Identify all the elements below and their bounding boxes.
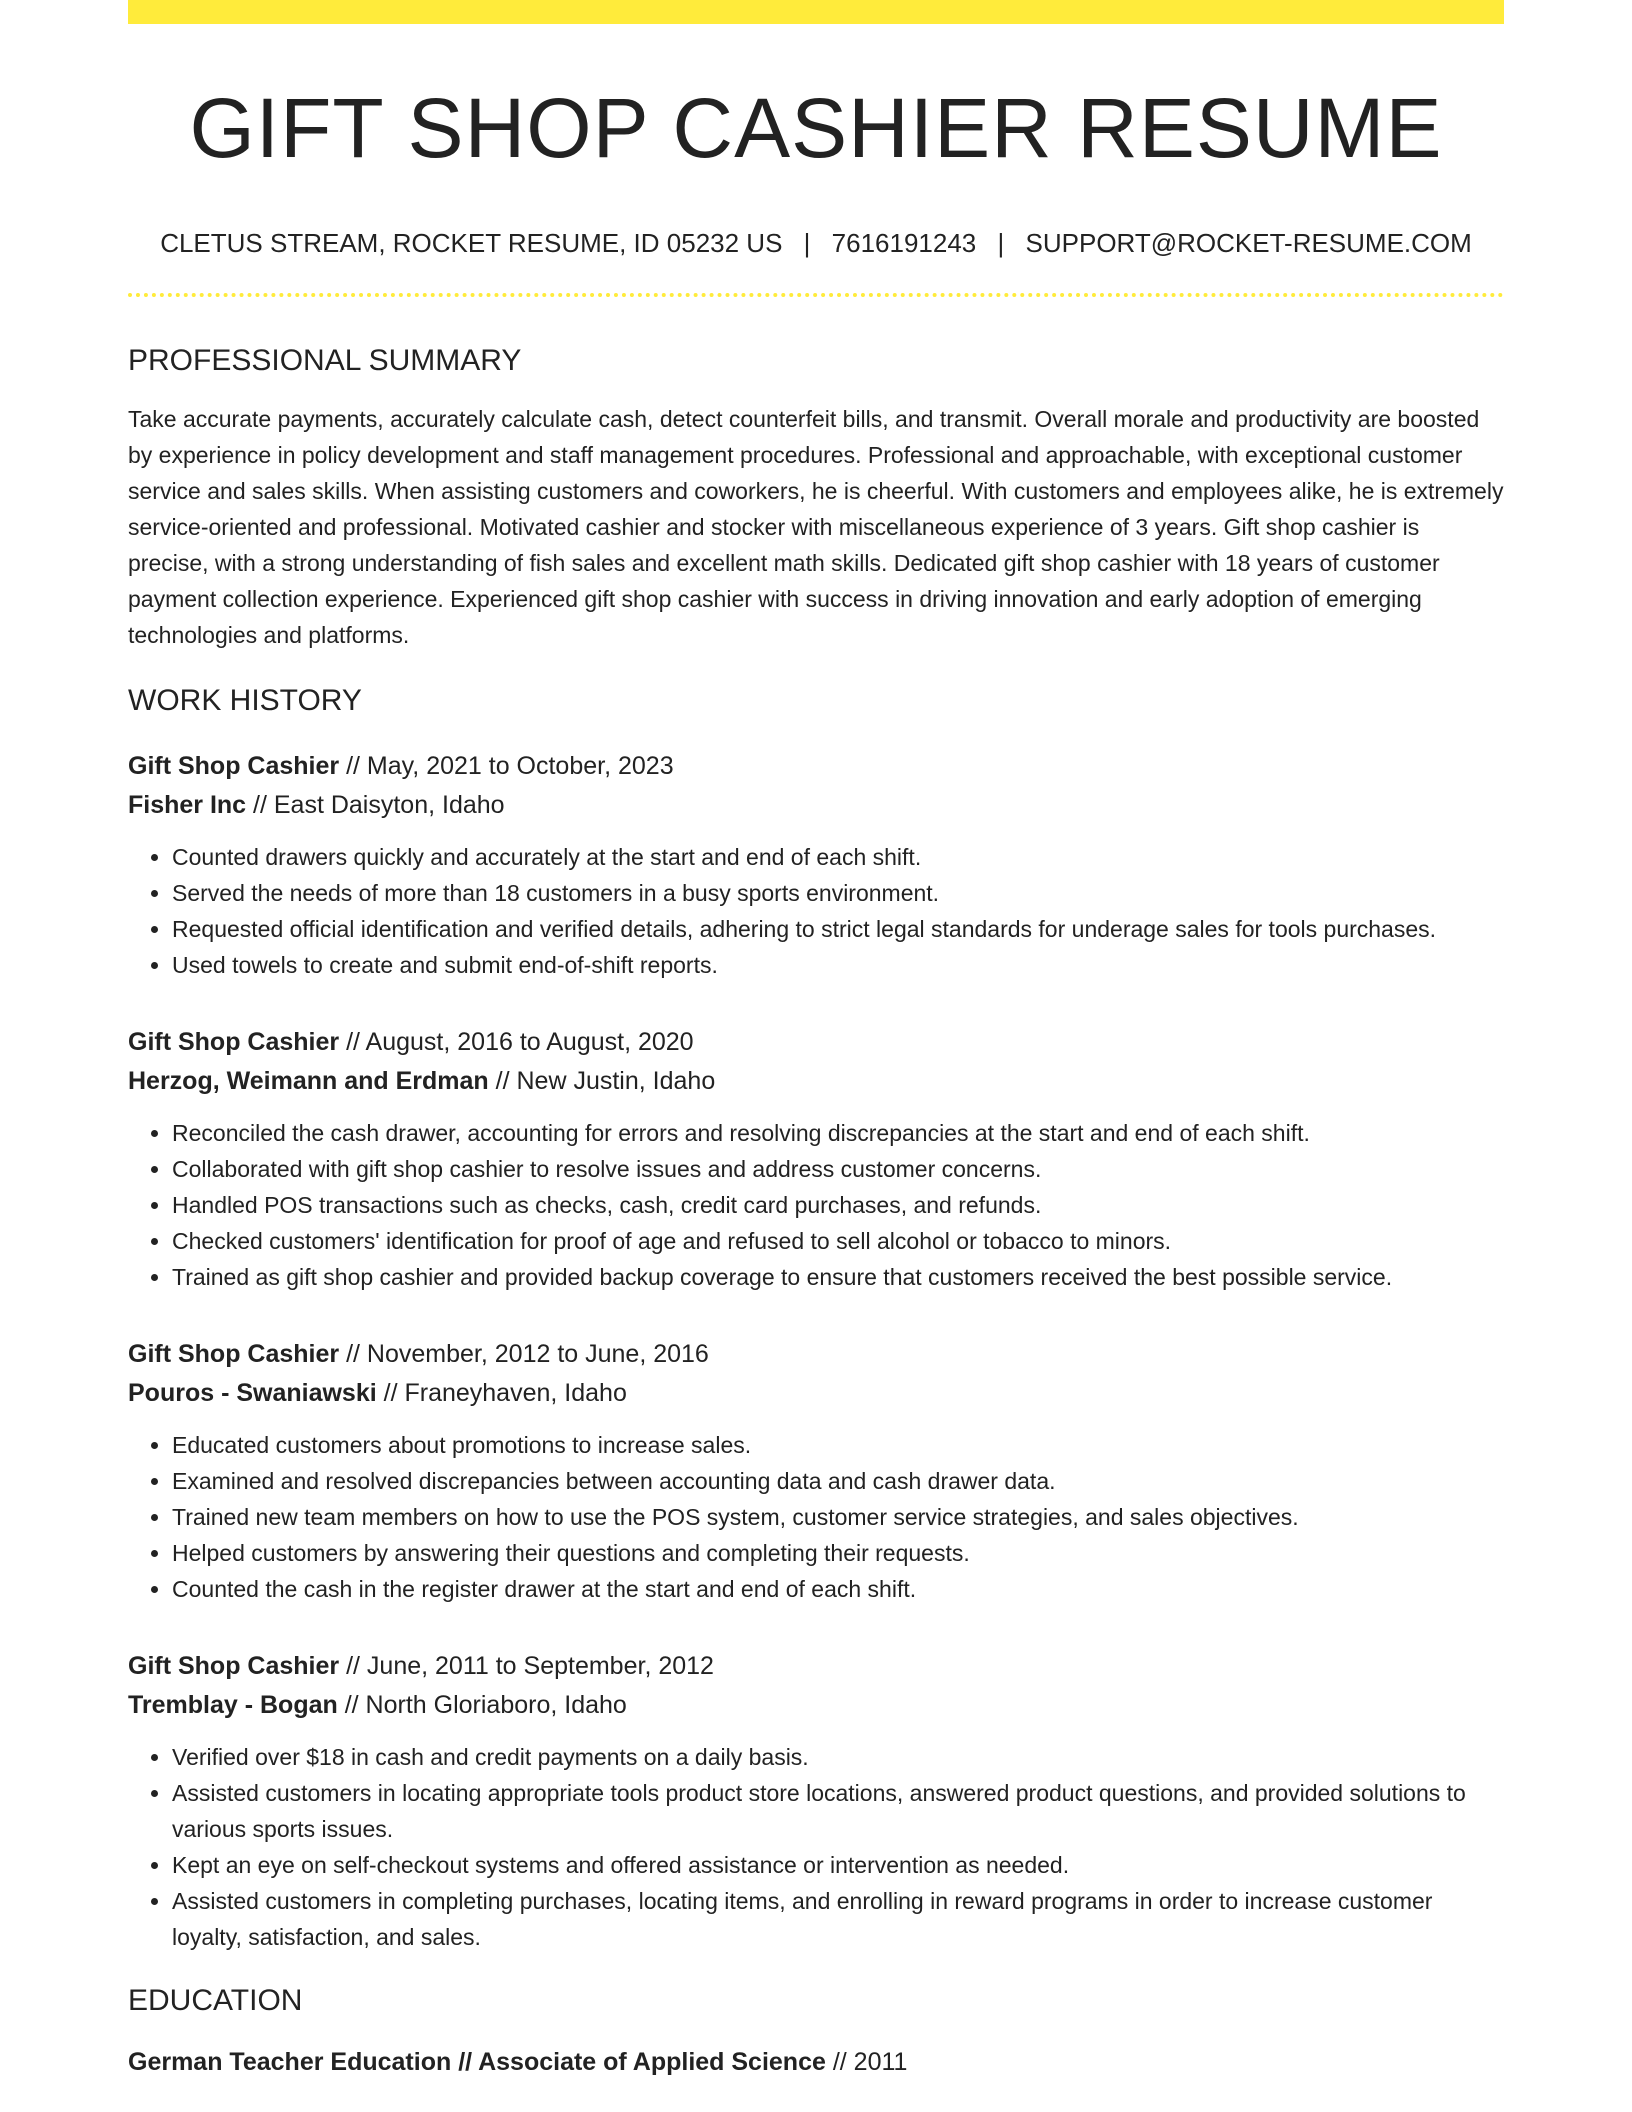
job-title-line [128, 1647, 1504, 1686]
resume-page [128, 0, 1504, 2082]
job-company-line [128, 1062, 1504, 1101]
section-heading-education: EDUCATION [128, 1984, 303, 2018]
job-dates: // August, 2016 to August, 2020 [339, 1028, 694, 1057]
job-title: Gift Shop Cashier [128, 752, 340, 781]
job-bullet: • Used towels to create and submit end-of-shift reports. [172, 947, 1504, 983]
professional-summary-section [128, 343, 1504, 653]
dotted-divider [128, 293, 1504, 297]
job-bullet: • Counted the cash in the register drawer at the start and end of each shift. [172, 1571, 1504, 1607]
section-heading-work-history: WORK HISTORY [128, 684, 362, 718]
job-bullet-list [128, 1427, 1504, 1607]
contact-email: SUPPORT@ROCKET-RESUME.COM [1025, 228, 1472, 258]
job-company: Fisher Inc [128, 791, 247, 820]
job-bullet: • Helped customers by answering their questions and completing their requests. [172, 1535, 1504, 1571]
resume-title: GIFT SHOP CASHIER RESUME [189, 81, 1443, 175]
job-company-line [128, 1686, 1504, 1725]
job-title: Gift Shop Cashier [128, 1652, 340, 1681]
job-bullet: • Checked customers' identification for proof of age and refused to sell alcohol or tobacco to minors. [172, 1223, 1504, 1259]
job-company: Pouros - Swaniawski [128, 1379, 377, 1408]
job-bullet: • Trained new team members on how to use the POS system, customer service strategies, and sales objectives. [172, 1499, 1504, 1535]
accent-top-bar [128, 0, 1504, 24]
job-title: Gift Shop Cashier [128, 1340, 340, 1369]
job-bullet: • Examined and resolved discrepancies between accounting data and cash drawer data. [172, 1463, 1504, 1499]
job-bullet: • Verified over $18 in cash and credit payments on a daily basis. [172, 1739, 1504, 1775]
job-location: // East Daisyton, Idaho [246, 791, 505, 820]
job-bullet: • Counted drawers quickly and accurately at the start and end of each shift. [172, 839, 1504, 875]
job-bullet: • Educated customers about promotions to increase sales. [172, 1427, 1504, 1463]
job-bullet-list [128, 1115, 1504, 1295]
contact-separator: | [997, 228, 1005, 258]
job-title: Gift Shop Cashier [128, 1028, 340, 1057]
summary-text: Take accurate payments, accurately calculate cash, detect counterfeit bills, and transmit. Overall morale and productivity are boosted by experience in policy development and staff management procedures. Professional and approachable, with exceptional customer service and sales skills. When assisting customers and coworkers, he is cheerful. With customers and employees alike, he is extremely service-oriented and professional. Motivated cashier and stocker with miscellaneous experience of 3 years. Gift shop cashier is precise, with a strong understanding of fish sales and excellent math skills. Dedicated gift shop cashier with 18 years of customer payment collection experience. Experienced gift shop cashier with success in driving innovation and early adoption of emerging technologies and platforms. [128, 406, 1504, 649]
job-title-line [128, 747, 1504, 786]
job-entry [128, 1647, 1504, 1955]
job-entry [128, 1335, 1504, 1607]
education-section [128, 1983, 1504, 2082]
contact-address: CLETUS STREAM, ROCKET RESUME, ID 05232 US [160, 228, 783, 258]
job-bullet: • Trained as gift shop cashier and provided backup coverage to ensure that customers received the best possible service. [172, 1259, 1504, 1295]
job-bullet: • Served the needs of more than 18 customers in a busy sports environment. [172, 875, 1504, 911]
job-entry [128, 747, 1504, 983]
job-company: Tremblay - Bogan [128, 1691, 338, 1720]
education-degree: German Teacher Education // Associate of Applied Science [128, 2048, 826, 2077]
section-heading-summary: PROFESSIONAL SUMMARY [128, 344, 522, 378]
job-bullet: • Kept an eye on self-checkout systems and offered assistance or intervention as needed. [172, 1847, 1504, 1883]
contact-line [128, 228, 1504, 259]
job-bullet-list [128, 1739, 1504, 1955]
job-bullet-list [128, 839, 1504, 983]
job-bullet: • Collaborated with gift shop cashier to resolve issues and address customer concerns. [172, 1151, 1504, 1187]
job-bullet: • Handled POS transactions such as checks, cash, credit card purchases, and refunds. [172, 1187, 1504, 1223]
job-bullet: • Reconciled the cash drawer, accounting for errors and resolving discrepancies at the start and end of each shift. [172, 1115, 1504, 1151]
job-dates: // May, 2021 to October, 2023 [339, 752, 674, 781]
job-bullet: • Assisted customers in locating appropriate tools product store locations, answered product questions, and provided solutions to various sports issues. [172, 1775, 1504, 1847]
contact-phone: 7616191243 [831, 228, 977, 258]
job-location: // North Gloriaboro, Idaho [337, 1691, 627, 1720]
job-bullet: • Requested official identification and verified details, adhering to strict legal standards for underage sales for tools purchases. [172, 911, 1504, 947]
job-location: // Franeyhaven, Idaho [376, 1379, 627, 1408]
job-title-line [128, 1023, 1504, 1062]
work-history-section [128, 683, 1504, 1955]
job-company: Herzog, Weimann and Erdman [128, 1067, 489, 1096]
job-location: // New Justin, Idaho [488, 1067, 716, 1096]
education-year: // 2011 [825, 2048, 908, 2077]
education-entry [128, 2043, 1504, 2082]
job-company-line [128, 1374, 1504, 1413]
job-bullet: • Assisted customers in completing purchases, locating items, and enrolling in reward programs in order to increase customer loyalty, satisfaction, and sales. [172, 1883, 1504, 1955]
contact-separator: | [803, 228, 811, 258]
job-dates: // June, 2011 to September, 2012 [339, 1652, 714, 1681]
job-title-line [128, 1335, 1504, 1374]
job-company-line [128, 786, 1504, 825]
job-dates: // November, 2012 to June, 2016 [339, 1340, 709, 1369]
job-entry [128, 1023, 1504, 1295]
